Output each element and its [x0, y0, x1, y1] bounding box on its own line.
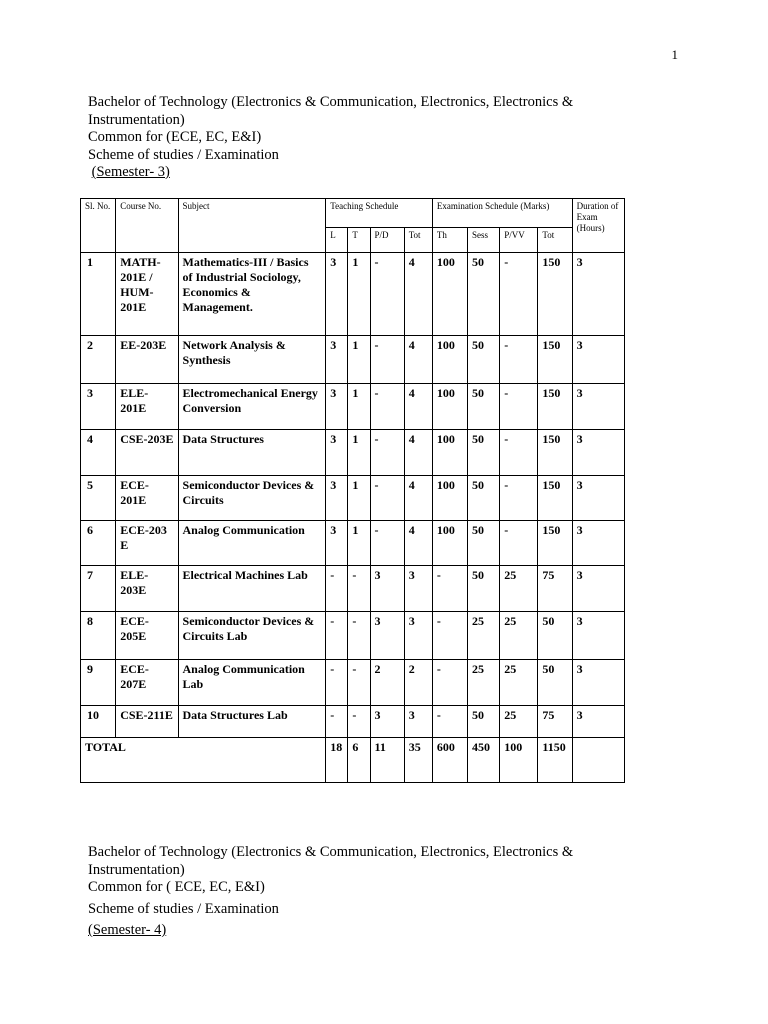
- scheme-table: [80, 198, 625, 783]
- table-row: [81, 253, 625, 336]
- semester-3-heading: [88, 94, 573, 182]
- table-row: [81, 476, 625, 521]
- cell-sl-no: 5: [81, 476, 116, 521]
- cell-tot2: 150: [538, 521, 572, 566]
- header-teaching-schedule: Teaching Schedule: [326, 199, 433, 228]
- cell-sess: 50: [468, 476, 500, 521]
- cell-sl-no: 4: [81, 430, 116, 476]
- cell-t: -: [348, 612, 370, 660]
- cell-pvv: -: [500, 430, 538, 476]
- cell-pd: 3: [370, 612, 404, 660]
- header-pvv: P/VV: [500, 228, 538, 253]
- total-duration: [572, 738, 624, 783]
- cell-th: 100: [432, 336, 467, 384]
- cell-duration: 3: [572, 706, 624, 738]
- cell-course-no: ECE-207E: [116, 660, 178, 706]
- cell-l: 3: [326, 384, 348, 430]
- header-sl-no: Sl. No.: [81, 199, 116, 253]
- cell-duration: 3: [572, 566, 624, 612]
- cell-subject: Analog Communication: [178, 521, 326, 566]
- cell-subject: Data Structures Lab: [178, 706, 326, 738]
- cell-pvv: 25: [500, 612, 538, 660]
- cell-pvv: -: [500, 476, 538, 521]
- cell-pd: -: [370, 336, 404, 384]
- heading-line: Common for ( ECE, EC, E&I): [88, 879, 265, 895]
- total-pd: 11: [370, 738, 404, 783]
- cell-tot2: 150: [538, 253, 572, 336]
- table-row: [81, 521, 625, 566]
- cell-duration: 3: [572, 253, 624, 336]
- cell-subject: Electromechanical Energy Conversion: [178, 384, 326, 430]
- total-tot2: 1150: [538, 738, 572, 783]
- cell-course-no: ECE-205E: [116, 612, 178, 660]
- cell-pd: -: [370, 521, 404, 566]
- header-duration: Duration of Exam (Hours): [572, 199, 624, 253]
- total-tot: 35: [404, 738, 432, 783]
- cell-pvv: -: [500, 336, 538, 384]
- cell-sess: 50: [468, 384, 500, 430]
- cell-sess: 50: [468, 706, 500, 738]
- cell-sess: 50: [468, 521, 500, 566]
- cell-subject: Mathematics-III / Basics of Industrial Sociology, Economics & Management.: [178, 253, 326, 336]
- cell-pvv: -: [500, 253, 538, 336]
- table-row: [81, 430, 625, 476]
- cell-tot: 4: [404, 336, 432, 384]
- cell-tot: 3: [404, 706, 432, 738]
- total-sess: 450: [468, 738, 500, 783]
- cell-sess: 25: [468, 612, 500, 660]
- heading-line: Scheme of studies / Examination: [88, 146, 279, 163]
- table-row: [81, 660, 625, 706]
- cell-subject: Electrical Machines Lab: [178, 566, 326, 612]
- cell-pvv: 25: [500, 660, 538, 706]
- cell-sess: 50: [468, 336, 500, 384]
- semester-label: (Semester- 3): [91, 164, 170, 180]
- cell-subject: Analog Communication Lab: [178, 660, 326, 706]
- cell-l: 3: [326, 253, 348, 336]
- cell-sl-no: 10: [81, 706, 116, 738]
- cell-l: -: [326, 566, 348, 612]
- cell-duration: 3: [572, 430, 624, 476]
- cell-t: 1: [348, 476, 370, 521]
- cell-pd: 3: [370, 706, 404, 738]
- cell-th: -: [432, 612, 467, 660]
- cell-th: 100: [432, 521, 467, 566]
- cell-duration: 3: [572, 660, 624, 706]
- cell-course-no: MATH-201E / HUM-201E: [116, 253, 178, 336]
- total-pvv: 100: [500, 738, 538, 783]
- header-l: L: [326, 228, 348, 253]
- header-sess: Sess: [468, 228, 500, 253]
- cell-tot2: 150: [538, 476, 572, 521]
- header-pd: P/D: [370, 228, 404, 253]
- cell-t: -: [348, 706, 370, 738]
- cell-tot2: 75: [538, 706, 572, 738]
- cell-t: 1: [348, 384, 370, 430]
- cell-pvv: 25: [500, 566, 538, 612]
- cell-sl-no: 1: [81, 253, 116, 336]
- cell-t: 1: [348, 430, 370, 476]
- cell-tot: 4: [404, 384, 432, 430]
- heading-line: Bachelor of Technology (Electronics & Communication, Electronics, Electronics &: [88, 844, 574, 860]
- cell-subject: Semiconductor Devices & Circuits Lab: [178, 612, 326, 660]
- cell-sl-no: 8: [81, 612, 116, 660]
- cell-course-no: CSE-203E: [116, 430, 178, 476]
- header-subject: Subject: [178, 199, 326, 253]
- cell-course-no: ELE-203E: [116, 566, 178, 612]
- cell-sl-no: 2: [81, 336, 116, 384]
- cell-tot2: 150: [538, 430, 572, 476]
- cell-th: 100: [432, 430, 467, 476]
- cell-th: -: [432, 706, 467, 738]
- cell-tot2: 150: [538, 384, 572, 430]
- cell-subject: Semiconductor Devices & Circuits: [178, 476, 326, 521]
- cell-sl-no: 6: [81, 521, 116, 566]
- cell-tot2: 150: [538, 336, 572, 384]
- cell-course-no: CSE-211E: [116, 706, 178, 738]
- total-t: 6: [348, 738, 370, 783]
- heading-line: Instrumentation): [88, 861, 185, 878]
- cell-sess: 50: [468, 253, 500, 336]
- cell-pd: 3: [370, 566, 404, 612]
- cell-pd: -: [370, 476, 404, 521]
- total-row: [81, 738, 625, 783]
- cell-course-no: EE-203E: [116, 336, 178, 384]
- cell-tot: 4: [404, 476, 432, 521]
- cell-sess: 25: [468, 660, 500, 706]
- cell-l: -: [326, 612, 348, 660]
- table-row: [81, 336, 625, 384]
- cell-tot: 4: [404, 253, 432, 336]
- cell-sl-no: 7: [81, 566, 116, 612]
- heading-line: Instrumentation): [88, 111, 185, 128]
- cell-duration: 3: [572, 336, 624, 384]
- cell-duration: 3: [572, 476, 624, 521]
- total-label: TOTAL: [81, 738, 326, 783]
- cell-course-no: ECE-203 E: [116, 521, 178, 566]
- heading-line: Common for (ECE, EC, E&I): [88, 129, 262, 145]
- page-number: 1: [671, 47, 678, 62]
- cell-sl-no: 3: [81, 384, 116, 430]
- cell-pvv: -: [500, 384, 538, 430]
- header-th: Th: [432, 228, 467, 253]
- cell-l: 3: [326, 521, 348, 566]
- header-course-no: Course No.: [116, 199, 178, 253]
- cell-sess: 50: [468, 430, 500, 476]
- table-row: [81, 706, 625, 738]
- cell-th: 100: [432, 476, 467, 521]
- cell-th: -: [432, 660, 467, 706]
- cell-l: -: [326, 660, 348, 706]
- cell-tot2: 50: [538, 612, 572, 660]
- cell-l: -: [326, 706, 348, 738]
- cell-t: -: [348, 660, 370, 706]
- table-row: [81, 612, 625, 660]
- total-th: 600: [432, 738, 467, 783]
- table-row: [81, 384, 625, 430]
- header-tot2: Tot: [538, 228, 572, 253]
- cell-th: -: [432, 566, 467, 612]
- cell-duration: 3: [572, 384, 624, 430]
- cell-pd: -: [370, 384, 404, 430]
- cell-pvv: 25: [500, 706, 538, 738]
- cell-tot: 4: [404, 430, 432, 476]
- cell-duration: 3: [572, 612, 624, 660]
- header-tot: Tot: [404, 228, 432, 253]
- semester-label: (Semester- 4): [88, 922, 167, 938]
- cell-th: 100: [432, 384, 467, 430]
- heading-line: Bachelor of Technology (Electronics & Communication, Electronics, Electronics &: [88, 94, 574, 110]
- cell-tot: 3: [404, 612, 432, 660]
- header-examination-schedule: Examination Schedule (Marks): [432, 199, 572, 228]
- cell-l: 3: [326, 336, 348, 384]
- cell-t: -: [348, 566, 370, 612]
- heading-line: Scheme of studies / Examination: [88, 900, 279, 917]
- cell-tot: 4: [404, 521, 432, 566]
- cell-th: 100: [432, 253, 467, 336]
- cell-pd: -: [370, 430, 404, 476]
- cell-tot: 3: [404, 566, 432, 612]
- cell-subject: Data Structures: [178, 430, 326, 476]
- cell-t: 1: [348, 521, 370, 566]
- cell-t: 1: [348, 336, 370, 384]
- cell-t: 1: [348, 253, 370, 336]
- cell-course-no: ECE-201E: [116, 476, 178, 521]
- header-t: T: [348, 228, 370, 253]
- cell-course-no: ELE-201E: [116, 384, 178, 430]
- cell-tot2: 75: [538, 566, 572, 612]
- cell-sl-no: 9: [81, 660, 116, 706]
- cell-l: 3: [326, 476, 348, 521]
- cell-l: 3: [326, 430, 348, 476]
- cell-sess: 50: [468, 566, 500, 612]
- cell-pvv: -: [500, 521, 538, 566]
- cell-pd: -: [370, 253, 404, 336]
- total-l: 18: [326, 738, 348, 783]
- semester-4-heading: [88, 844, 573, 940]
- cell-duration: 3: [572, 521, 624, 566]
- cell-pd: 2: [370, 660, 404, 706]
- cell-tot: 2: [404, 660, 432, 706]
- table-row: [81, 566, 625, 612]
- cell-tot2: 50: [538, 660, 572, 706]
- cell-subject: Network Analysis & Synthesis: [178, 336, 326, 384]
